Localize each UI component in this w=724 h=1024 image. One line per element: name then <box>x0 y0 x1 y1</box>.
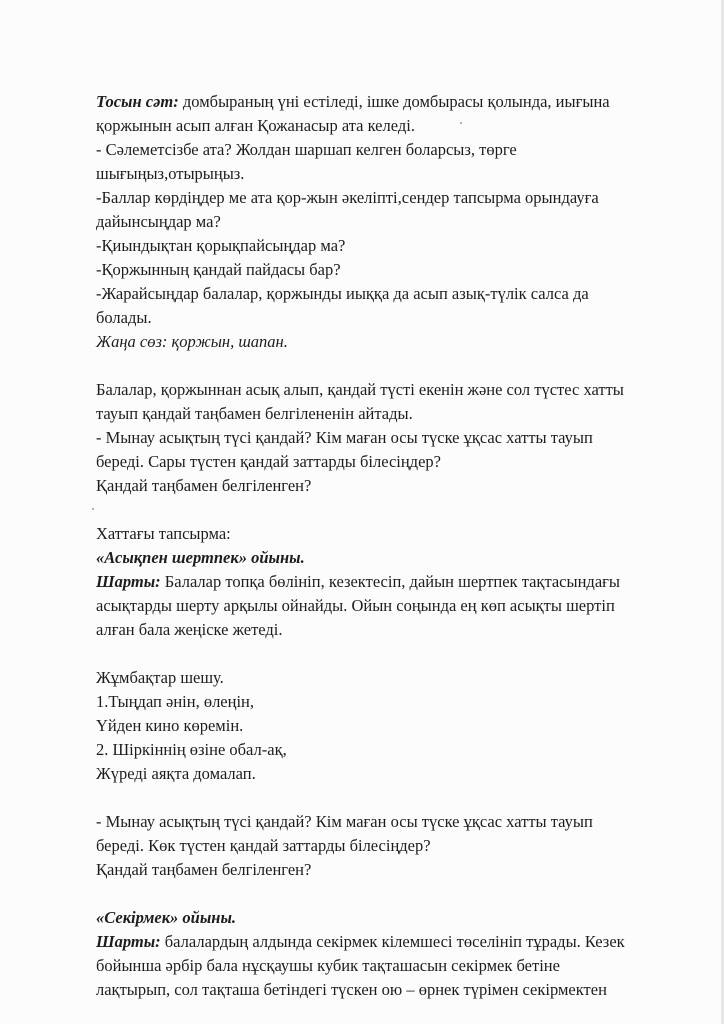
game2-rules-text: балалардың алдында секірмек кілемшесі төселініп тұрады. Кезек <box>160 932 625 951</box>
game1-rules-line-3: алған бала жеңіске жетеді. <box>96 620 283 639</box>
intro-line-2: қоржынын асып алған Қожанасыр ата келеді. <box>96 116 415 135</box>
intro-line-3: - Сәлеметсізбе ата? Жолдан шаршап келген боларсыз, төрге <box>96 140 517 159</box>
riddle-line-3: 2. Шіркіннің өзіне обал-ақ, <box>96 740 287 759</box>
task1-line-4: береді. Сары түстен қандай заттарды білесіңдер? <box>96 452 441 471</box>
game1-rules-label: Шарты: <box>96 572 161 591</box>
riddle-line-4: Жүреді аяқта домалап. <box>96 764 256 783</box>
game2-rules-line-1 <box>96 932 625 952</box>
intro-line-1-text: домбыраның үні естіледі, ішке домбырасы қолында, иығына <box>178 92 610 111</box>
intro-line-10: болады. <box>96 308 152 327</box>
new-words: Жаңа сөз: қоржын, шапан. <box>96 332 288 351</box>
task1-line-2: тауып қандай таңбамен белгілененін айтады. <box>96 404 413 423</box>
intro-line-8: -Қоржынның қандай пайдасы бар? <box>96 260 341 279</box>
game1-rules-line-1 <box>96 572 620 592</box>
scan-speck <box>92 508 94 510</box>
task1-line-3: - Мынау асықтың түсі қандай? Кім маған осы түске ұқсас хатты тауып <box>96 428 593 447</box>
game1-rules-text: Балалар топқа бөлініп, кезектесіп, дайын шертпек тақтасындағы <box>160 572 620 591</box>
letter-task-title: Хаттағы тапсырма: <box>96 524 231 543</box>
game2-rules-line-3: лақтырып, сол тақташа бетіндегі түскен ою – өрнек түрімен секірмектен <box>96 980 607 999</box>
intro-heading: Тосын сәт: <box>96 92 179 111</box>
game1-rules-line-2: асықтарды шерту арқылы ойнайды. Ойын соңында ең көп асықты шертіп <box>96 596 615 615</box>
game2-rules-line-2: бойынша әрбір бала нұсқаушы кубик тақташасын секірмек бетіне <box>96 956 560 975</box>
task2-line-2: береді. Көк түстен қандай заттарды білесіңдер? <box>96 836 431 855</box>
intro-line-1 <box>96 92 610 112</box>
scan-speck <box>460 122 462 124</box>
game1-title: «Асықпен шертпек» ойыны. <box>96 548 305 567</box>
riddle-line-1: 1.Тыңдап әнін, өлеңін, <box>96 692 254 711</box>
intro-line-5: -Баллар көрдіңдер ме ата қор-жын әкеліпті,сендер тапсырма орындауға <box>96 188 599 207</box>
intro-line-4: шығыңыз,отырыңыз. <box>96 164 245 183</box>
riddle-line-2: Үйден кино көремін. <box>96 716 244 735</box>
riddles-title: Жұмбақтар шешу. <box>96 668 224 687</box>
task1-line-5: Қандай таңбамен белгіленген? <box>96 476 312 495</box>
task1-line-1: Балалар, қоржыннан асық алып, қандай түсті екенін және сол түстес хатты <box>96 380 624 399</box>
game2-title: «Секірмек» ойыны. <box>96 908 237 927</box>
intro-line-9: -Жарайсыңдар балалар, қоржынды иыққа да асып азық-түлік салса да <box>96 284 589 303</box>
intro-line-7: -Қиындықтан қорықпайсыңдар ма? <box>96 236 346 255</box>
game2-rules-label: Шарты: <box>96 932 161 951</box>
task2-line-3: Қандай таңбамен белгіленген? <box>96 860 312 879</box>
intro-line-6: дайынсыңдар ма? <box>96 212 221 231</box>
task2-line-1: - Мынау асықтың түсі қандай? Кім маған осы түске ұқсас хатты тауып <box>96 812 593 831</box>
